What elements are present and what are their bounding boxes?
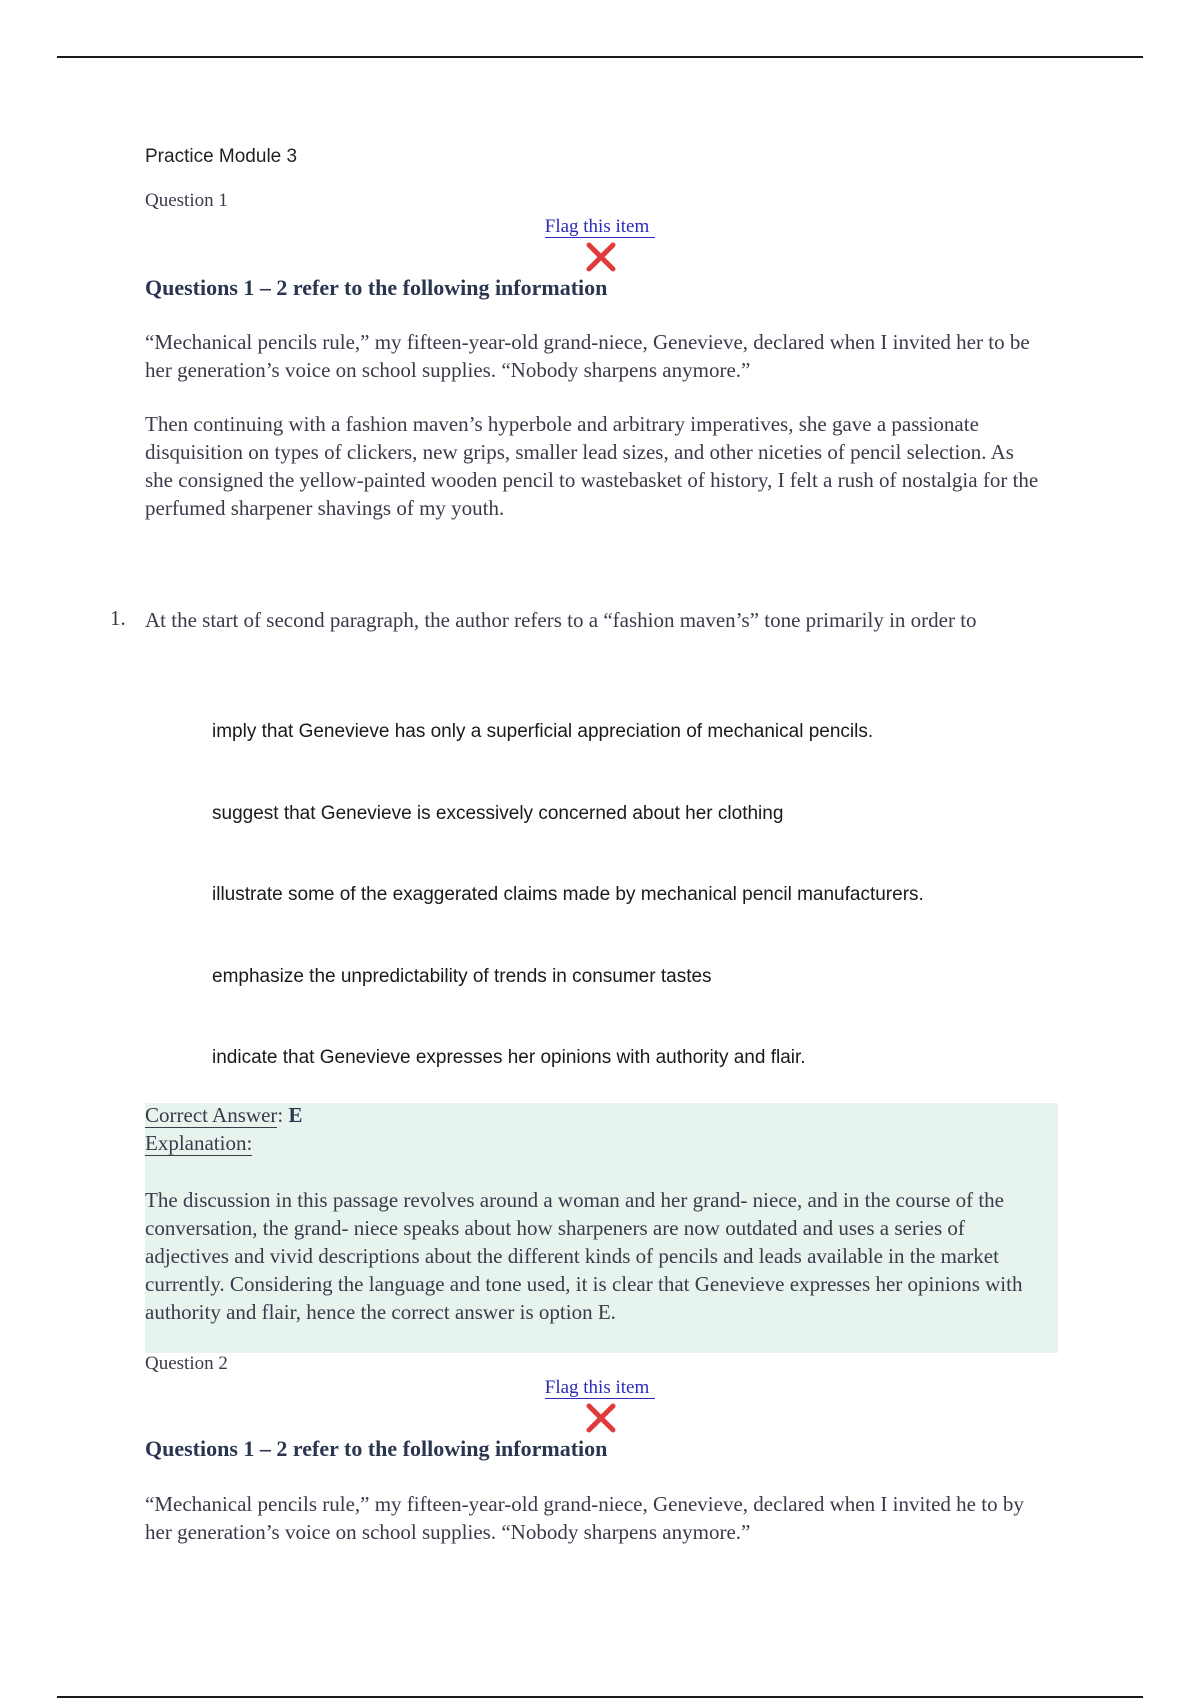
passage-paragraph-2: Then continuing with a fashion maven’s hyperbole and arbitrary imperatives, she gave a passionate disquisition on types of clickers, new grips, smaller lead sizes, and other niceties of pencil selection. As she consigned the yellow-painted wooden pencil to wastebasket of history, I felt a rush of nostalgia for the perfumed sharpener shavings of my youth.	[145, 412, 1039, 520]
explanation-label: Explanation:	[145, 1131, 253, 1155]
close-icon[interactable]	[584, 1401, 618, 1435]
explanation-label-line	[145, 1131, 252, 1156]
flag-item-label: Flag this item	[545, 216, 656, 238]
answer-option-a[interactable]: imply that Genevieve has only a superficial appreciation of mechanical pencils.	[212, 721, 874, 742]
top-rule	[57, 56, 1143, 58]
module-title: Practice Module 3	[145, 146, 298, 167]
answer-option-e[interactable]: indicate that Genevieve expresses her opinions with authority and flair.	[212, 1047, 806, 1068]
passage-heading-1: Questions 1 – 2 refer to the following information	[145, 275, 608, 300]
passage-paragraph-1: “Mechanical pencils rule,” my fifteen-year-old grand-niece, Genevieve, declared when I invited her to be her generation’s voice on school supplies. “Nobody sharpens anymore.”	[145, 330, 1030, 382]
question-1-label: Question 1	[145, 190, 228, 211]
bottom-rule	[57, 1696, 1143, 1698]
question-number: 1.	[110, 606, 126, 630]
passage-paragraph-q2: “Mechanical pencils rule,” my fifteen-year-old grand-niece, Genevieve, declared when I invited he to by her generation’s voice on school supplies. “Nobody sharpens anymore.”	[145, 1492, 1024, 1544]
correct-answer-value: E	[288, 1103, 303, 1127]
passage-heading-2: Questions 1 – 2 refer to the following information	[145, 1436, 608, 1461]
question-2-label: Question 2	[145, 1353, 228, 1374]
flag-item-link-1[interactable]	[500, 216, 700, 238]
answer-option-c[interactable]: illustrate some of the exaggerated claims made by mechanical pencil manufacturers.	[212, 884, 924, 905]
answer-option-b[interactable]: suggest that Genevieve is excessively concerned about her clothing	[212, 803, 784, 824]
close-icon[interactable]	[584, 240, 618, 274]
flag-item-link-2[interactable]	[500, 1377, 700, 1399]
correct-answer-label: Correct Answer	[145, 1103, 278, 1127]
correct-answer-line: Correct Answer: E	[145, 1103, 303, 1127]
question-prompt: At the start of second paragraph, the author refers to a “fashion maven’s” tone primarily in order to	[145, 608, 977, 632]
explanation-text: The discussion in this passage revolves around a woman and her grand- niece, and in the course of the conversation, the grand- niece speaks about how sharpeners are now outdated and uses a series of adjectives and vivid descriptions about the different kinds of pencils and leads available in the market currently. Considering the language and tone used, it is clear that Genevieve expresses her opinions with authority and flair, hence the correct answer is option E.	[145, 1188, 1023, 1324]
flag-item-label: Flag this item	[545, 1377, 656, 1399]
answer-option-d[interactable]: emphasize the unpredictability of trends in consumer tastes	[212, 966, 712, 987]
